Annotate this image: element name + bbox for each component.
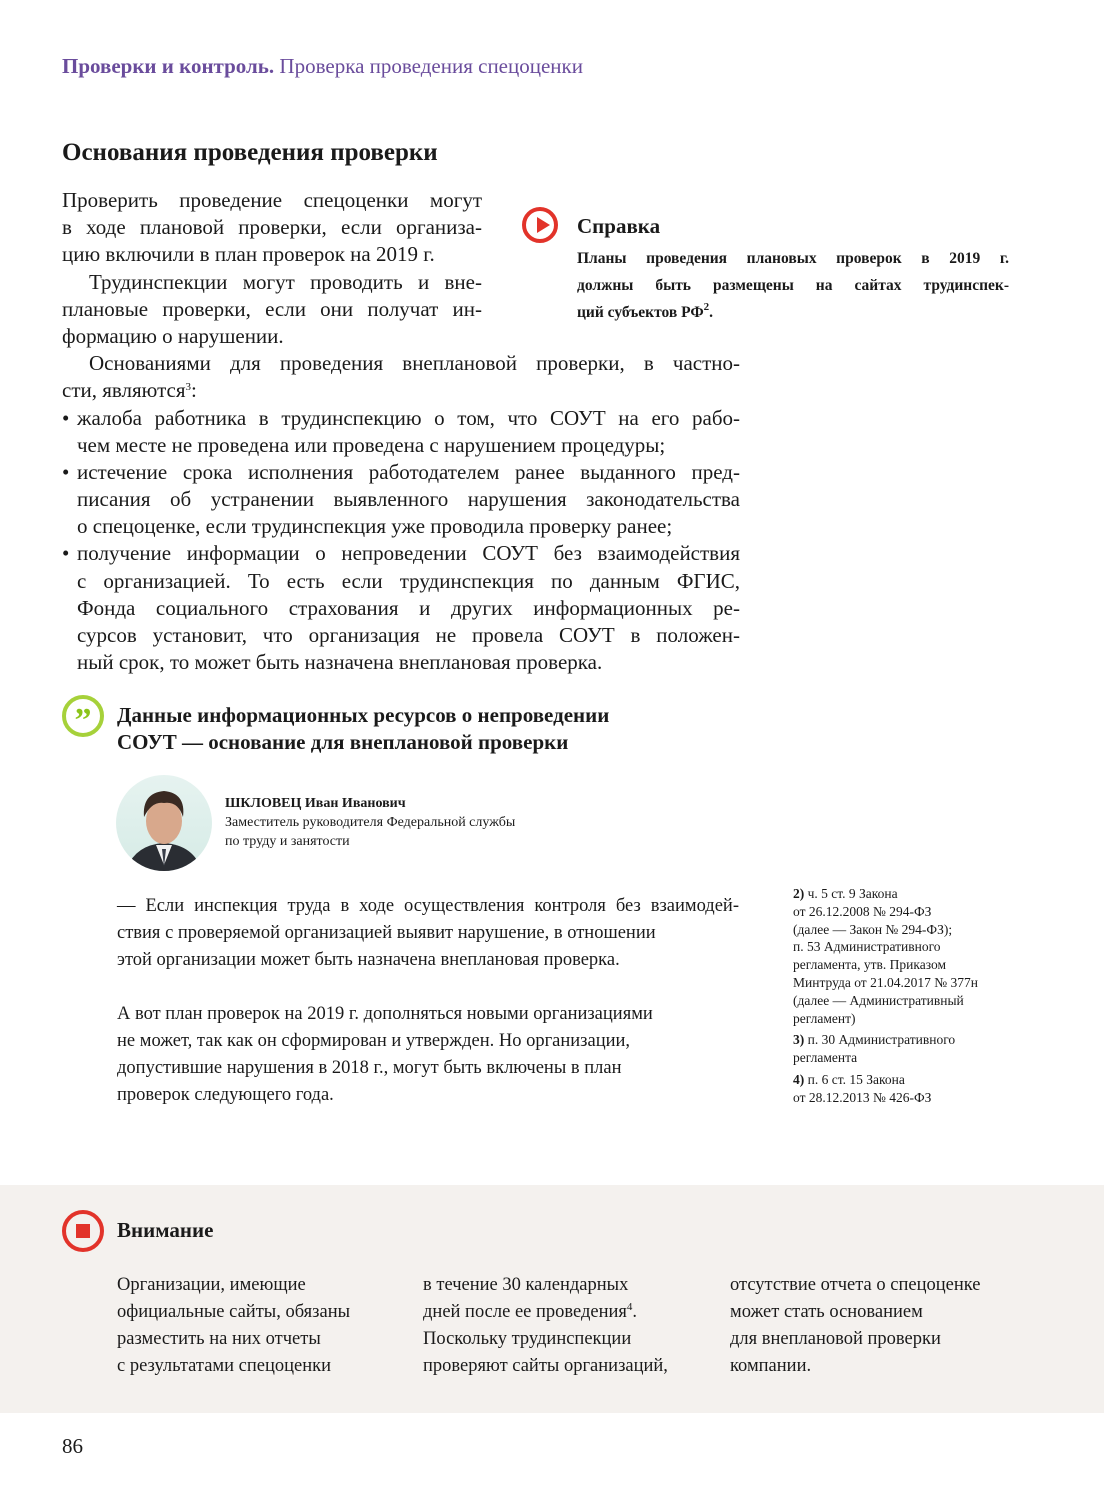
text-line: истечение срока исполнения работодателем ранее выданного пред- xyxy=(77,459,740,484)
list-item xyxy=(62,405,740,459)
text-line xyxy=(62,377,740,404)
text: : xyxy=(191,378,197,403)
text-line: Проверить проведение спецоценки могут xyxy=(62,188,482,212)
person-name: ШКЛОВЕЦ Иван Иванович xyxy=(225,796,406,811)
text-line: Планы проведения плановых проверок в 2019 г. xyxy=(577,250,1009,267)
footnote-number: 2) xyxy=(793,886,805,901)
text-line: СОУТ — основание для внеплановой проверки xyxy=(117,730,569,754)
text-line: ствия с проверяемой организацией выявит нарушение, в отношении xyxy=(117,923,656,943)
footnote xyxy=(793,885,978,1027)
text-line: (далее — Закон № 294-ФЗ); xyxy=(793,921,953,937)
text-line: отсутствие отчета о спецоценке xyxy=(730,1275,981,1295)
text-line: Организации, имеющие xyxy=(117,1275,306,1295)
panel-edge xyxy=(0,1180,1104,1188)
text-line: Основаниями для проведения внеплановой проверки, в частно- xyxy=(89,351,740,376)
text-line: в течение 30 календарных xyxy=(423,1275,629,1295)
text-line: разместить на них отчеты xyxy=(117,1329,321,1349)
text-line: цию включили в план проверок на 2019 г. xyxy=(62,242,435,267)
text-line: проверяют сайты организаций, xyxy=(423,1356,668,1376)
footnote-ref[interactable]: 4 xyxy=(626,1301,633,1313)
attention-column-3 xyxy=(730,1272,980,1380)
page-number: 86 xyxy=(62,1434,83,1458)
text-line: сурсов установит, что организация не провела СОУТ в положен- xyxy=(77,623,740,647)
text-line: (далее — Административный xyxy=(793,992,964,1008)
text: сти, являются xyxy=(62,378,186,403)
subsection-title: Проверка проведения спецоценки xyxy=(279,54,583,78)
text-line: от 28.12.2013 № 426-ФЗ xyxy=(793,1089,932,1105)
avatar xyxy=(116,775,212,871)
text: п. 6 ст. 15 Закона xyxy=(807,1071,905,1087)
person-position: Заместитель руководителя Федеральной службы xyxy=(225,815,516,830)
running-header xyxy=(62,54,583,79)
text-line: допустившие нарушения в 2018 г., могут быть включены в план xyxy=(117,1058,622,1078)
quote-title xyxy=(117,702,609,756)
footnotes xyxy=(793,885,978,1107)
text-line: регламента, утв. Приказом xyxy=(793,957,947,973)
bullet-icon: • xyxy=(62,405,70,430)
text: дней после ее проведения xyxy=(423,1302,627,1322)
text-line: компании. xyxy=(730,1356,812,1376)
text-line: А вот план проверок на 2019 г. дополняться новыми организациями xyxy=(117,1004,653,1024)
text-line: регламент) xyxy=(793,1010,856,1026)
text-line: от 26.12.2008 № 294-ФЗ xyxy=(793,903,932,919)
text-line: о спецоценке, если трудинспекция уже проводила проверку ранее; xyxy=(77,514,673,539)
play-icon xyxy=(522,207,558,243)
text: . xyxy=(709,304,714,321)
text-line: ный срок, то может быть назначена внеплановая проверка. xyxy=(77,650,603,675)
attention-column-1 xyxy=(117,1272,350,1380)
footnote-number: 4) xyxy=(793,1071,805,1087)
list-item xyxy=(62,459,740,541)
footnote-ref[interactable]: 2 xyxy=(703,301,710,313)
reference-text xyxy=(577,245,1009,326)
text-line: жалоба работника в трудинспекцию о том, что СОУТ на его рабо- xyxy=(77,405,740,430)
attention-column-2 xyxy=(423,1272,668,1380)
text-line xyxy=(577,299,1009,326)
footnote-number: 3) xyxy=(793,1032,805,1048)
text-line: с организацией. То есть если трудинспекция по данным ФГИС, xyxy=(77,568,740,593)
text-line: Фонда социального страхования и других информационных ре- xyxy=(77,595,740,620)
text-line: для внеплановой проверки xyxy=(730,1329,941,1349)
text-line: Минтруда от 21.04.2017 № 377н xyxy=(793,974,978,990)
person-position: по труду и занятости xyxy=(225,834,350,849)
footnote-ref[interactable]: 3 xyxy=(185,381,191,394)
text-line: может стать основанием xyxy=(730,1302,923,1322)
text-line: регламента xyxy=(793,1050,858,1066)
quote-text xyxy=(117,893,739,1109)
text: ч. 5 ст. 9 Закона xyxy=(807,886,898,901)
text-line: Данные информационных ресурсов о непроведении xyxy=(117,703,610,727)
footnote xyxy=(793,1031,978,1067)
text-line: формацию о нарушении. xyxy=(62,323,284,348)
text: ций субъектов РФ xyxy=(577,304,704,321)
bullet-icon: • xyxy=(62,459,70,484)
text-line: официальные сайты, обязаны xyxy=(117,1302,351,1322)
person-info xyxy=(225,794,515,851)
reference-title: Справка xyxy=(577,214,661,238)
text-line: чем месте не проведена или проведена с нарушением процедуры; xyxy=(77,432,666,457)
text-line: с результатами спецоценки xyxy=(117,1356,332,1376)
attention-title: Внимание xyxy=(117,1218,214,1242)
text-line: — Если инспекция труда в ходе осуществления контроля без взаимодей- xyxy=(117,896,739,916)
text-line: в ходе плановой проверки, если организа- xyxy=(62,215,482,240)
text-line: этой организации может быть назначена внеплановая проверка. xyxy=(117,950,620,970)
text-line: получение информации о непроведении СОУТ без взаимодействия xyxy=(77,541,740,566)
bullet-icon: • xyxy=(62,541,70,566)
list-item xyxy=(62,540,740,676)
text-line: плановые проверки, если они получат ин- xyxy=(62,296,482,321)
text-line xyxy=(423,1299,668,1326)
text: п. 30 Административного xyxy=(807,1032,956,1048)
text-line: Поскольку трудинспекции xyxy=(423,1329,632,1349)
text-line: п. 53 Административного xyxy=(793,939,941,955)
quote-icon: ” xyxy=(62,695,104,737)
text-line: должны быть размещены на сайтах трудинспек- xyxy=(577,277,1009,294)
text: . xyxy=(632,1302,638,1322)
text-line: Трудинспекции могут проводить и вне- xyxy=(89,269,482,294)
text-line: писания об устранении выявленного нарушения законодательства xyxy=(77,487,740,512)
footnote xyxy=(793,1071,978,1107)
text-line: не может, так как он сформирован и утвержден. Но организации, xyxy=(117,1031,631,1051)
stop-icon xyxy=(62,1210,104,1252)
section-title: Проверки и контроль. xyxy=(62,54,275,78)
text-line: проверок следующего года. xyxy=(117,1085,334,1105)
section-heading: Основания проведения проверки xyxy=(62,139,438,166)
